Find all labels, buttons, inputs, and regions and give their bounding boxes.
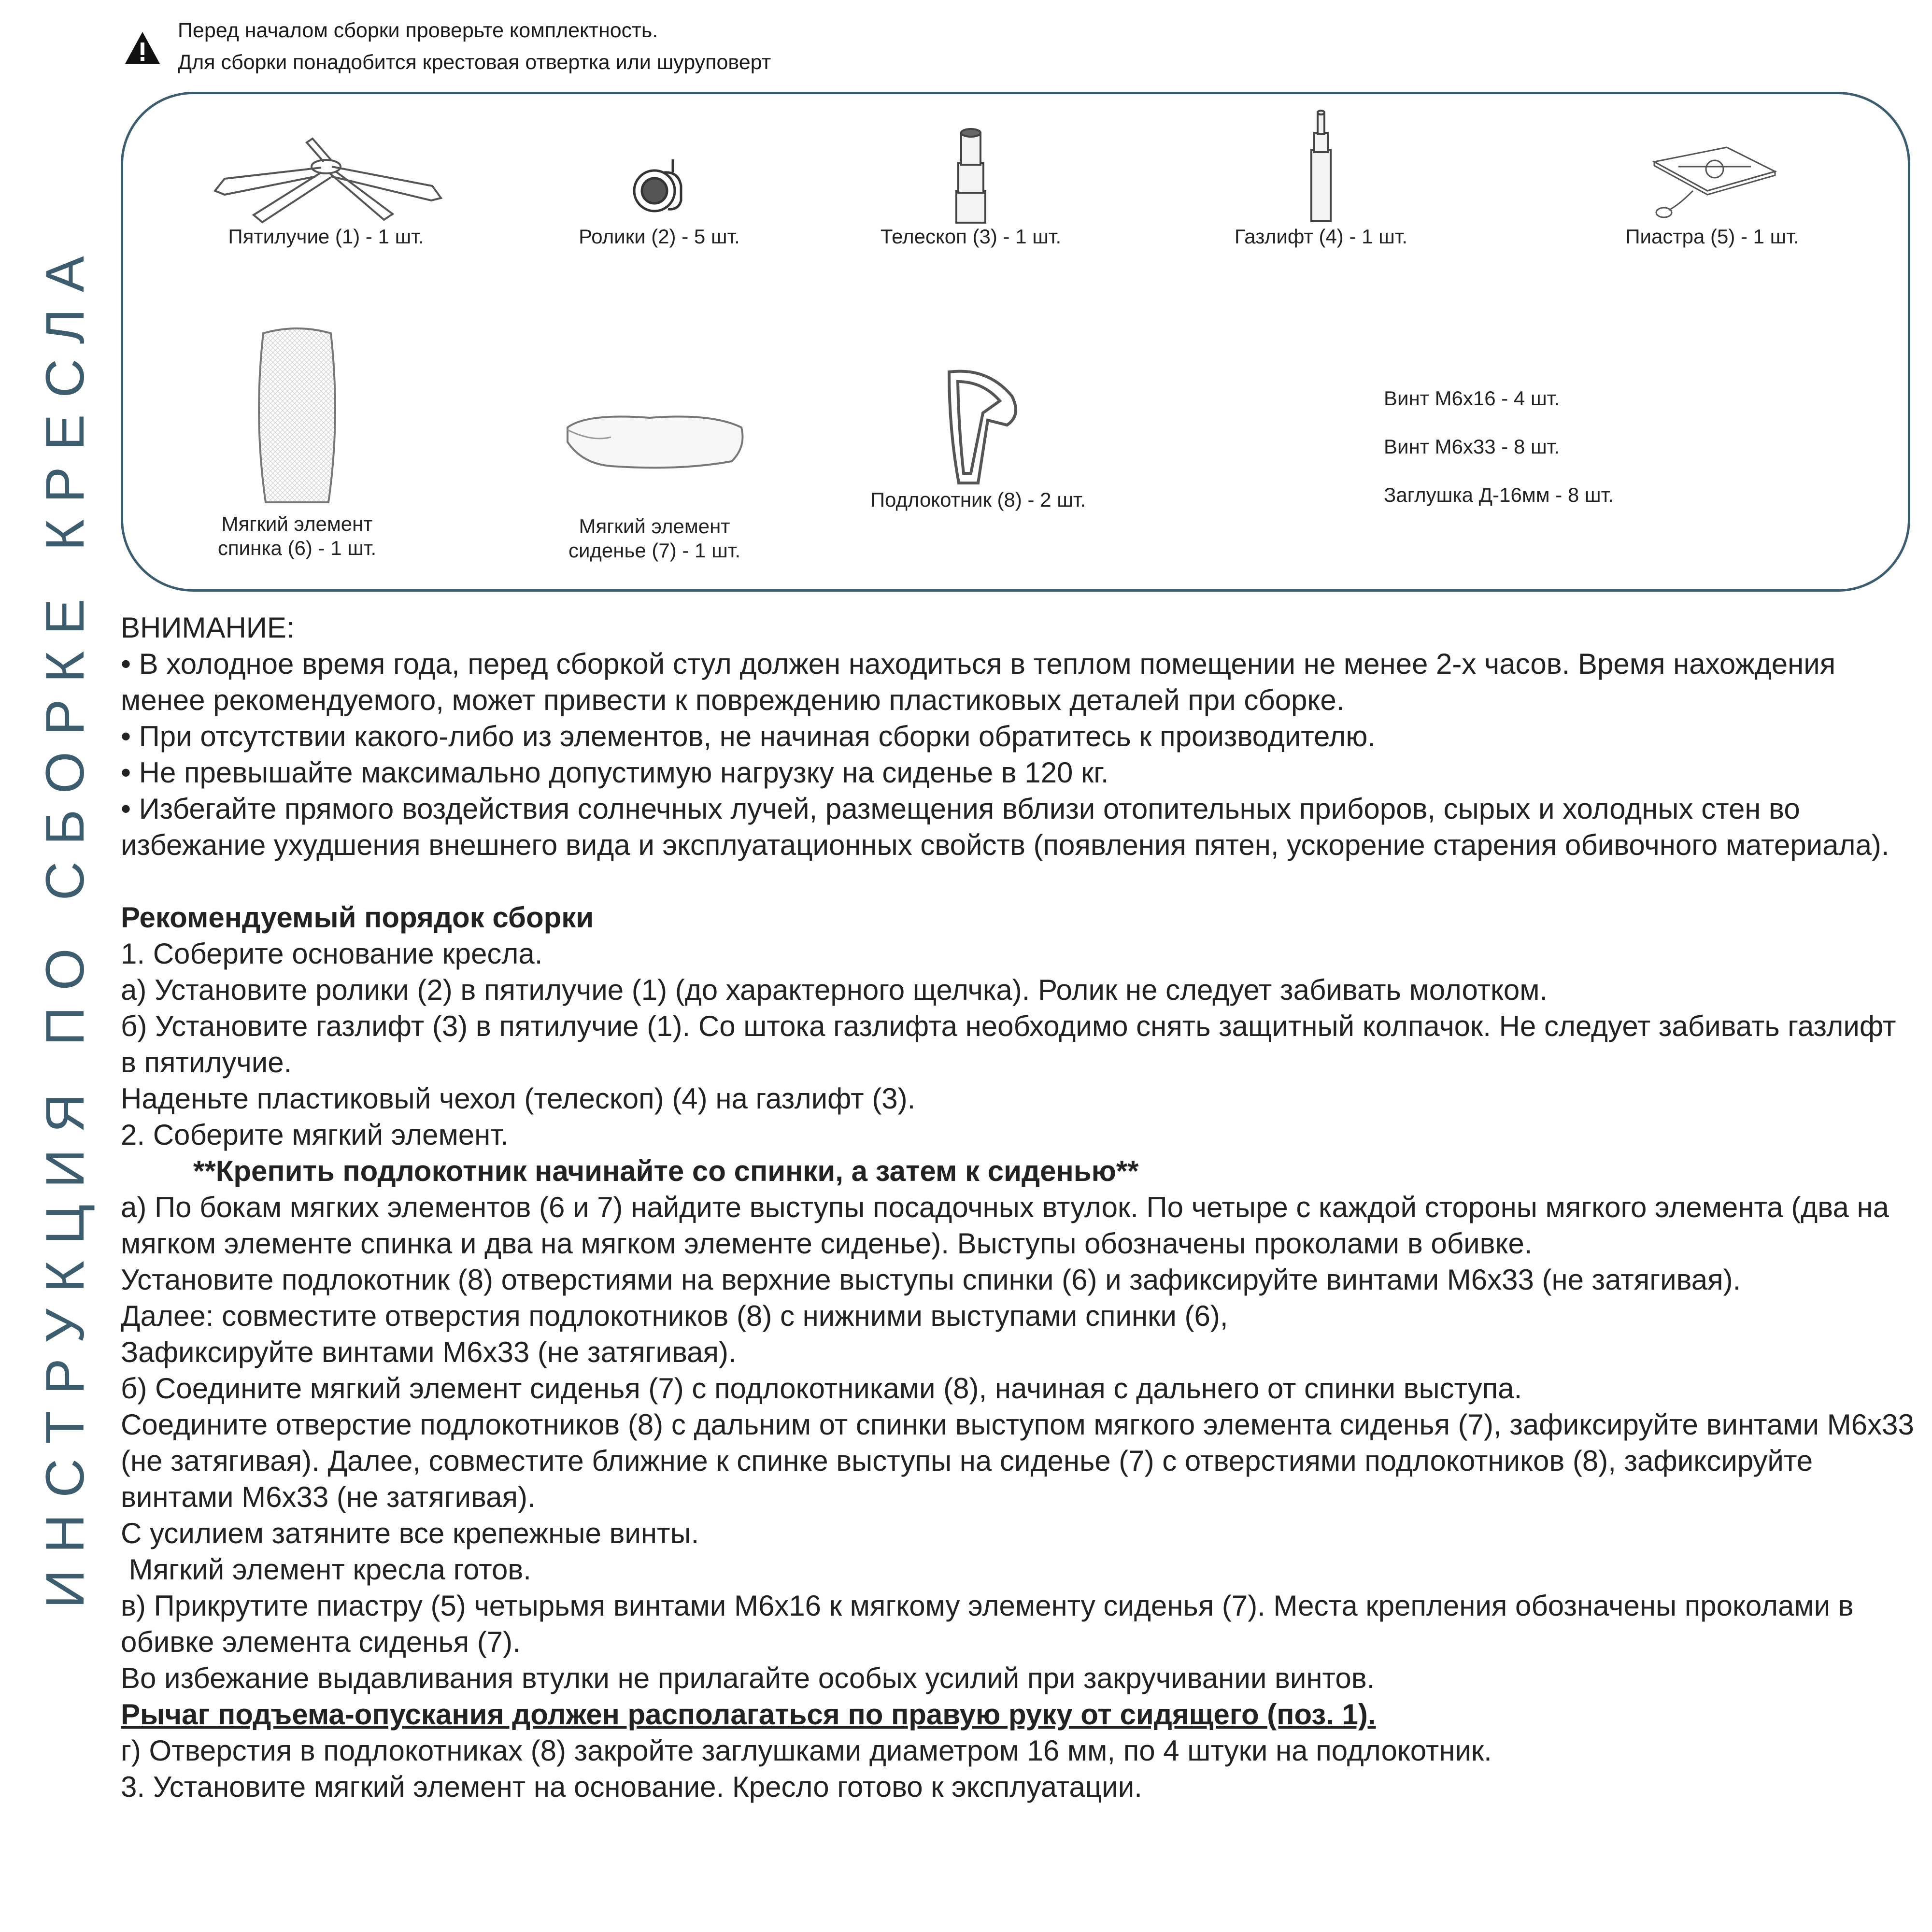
tilt-mechanism-icon [1635, 133, 1790, 225]
attention-bullet: • При отсутствии какого-либо из элементов, не начиная сборки обратитесь к производителю. [121, 720, 1376, 753]
part-label: Мягкий элемент спинка (6) - 1 шт. [217, 512, 377, 559]
star-base-icon [205, 133, 447, 225]
step-1c: Наденьте пластиковый чехол (телескоп) (4) на газлифт (3). [121, 1082, 916, 1115]
part-caster [563, 133, 756, 249]
part-seat [548, 374, 761, 563]
step-2: 2. Соберите мягкий элемент. [121, 1119, 509, 1151]
step-2a-2: Установите подлокотник (8) отверстиями на верхние выступы спинки (6) и зафиксируйте винтами М6х33 (не затягивая). [121, 1264, 1741, 1296]
step-3: 3. Установите мягкий элемент на основание. Кресло готово к эксплуатации. [121, 1771, 1142, 1803]
part-label: Мягкий элемент сиденье (7) - 1 шт. [568, 515, 741, 562]
warning-line-1: Перед началом сборки проверьте комплектность. [178, 19, 658, 42]
part-label: Пятилучие (1) - 1 шт. [228, 225, 424, 248]
part-tilt-mechanism [1596, 133, 1828, 249]
part-backrest [210, 324, 384, 560]
step-2b-4: Мягкий элемент кресла готов. [121, 1553, 531, 1586]
step-2-note: **Крепить подлокотник начинайте со спинки, а затем к сиденью** [193, 1155, 1139, 1187]
step-1: 1. Соберите основание кресла. [121, 938, 543, 970]
seat-icon [553, 374, 756, 514]
hardware-item: Винт М6х33 - 8 шт. [1384, 435, 1560, 458]
step-2a-3: Далее: совместите отверстия подлокотников (8) с нижними выступами спинки (6), [121, 1300, 1228, 1332]
step-2d: г) Отверстия в подлокотниках (8) закройте заглушками диаметром 16 мм, по 4 штуки на подлокотник. [121, 1734, 1492, 1767]
instructions-body [121, 610, 1918, 1805]
hardware-item: Заглушка Д-16мм - 8 шт. [1384, 483, 1614, 506]
step-2b: б) Соедините мягкий элемент сиденья (7) с подлокотниками (8), начиная с дальнего от спинки выступа. [121, 1372, 1522, 1405]
step-2c-2: Во избежание выдавливания втулки не прилагайте особых усилий при закручивании винтов. [121, 1662, 1375, 1694]
step-2c: в) Прикрутите пиастру (5) четырьмя винтами М6х16 к мягкому элементу сиденья (7). Места крепления обозначены проколами в обивке элемента сиденья (7). [121, 1590, 1854, 1658]
part-gas-lift [1220, 104, 1422, 249]
part-star-base [205, 133, 447, 249]
step-2a-4: Зафиксируйте винтами М6х33 (не затягивая). [121, 1336, 737, 1368]
attention-title: ВНИМАНИЕ: [121, 611, 295, 644]
step-2a: а) По бокам мягких элементов (6 и 7) найдите выступы посадочных втулок. По четыре с каждой стороны мягкого элемента (два на мягком элементе спинка и два на мягком элементе сиденье). Выступы обозначены проколами в обивке. [121, 1191, 1889, 1260]
warning-line-2: Для сборки понадобится крестовая отвертка или шуруповерт [178, 51, 771, 74]
backrest-icon [244, 324, 350, 512]
attention-bullet: • Избегайте прямого воздействия солнечных лучей, размещения вблизи отопительных приборов, сырых и холодных стен во избежание ухудшения внешнего вида и эксплуатационных свойств (появления пятен, ускорение старения обивочного материала). [121, 793, 1889, 861]
part-label: Ролики (2) - 5 шт. [579, 225, 740, 248]
part-label: Пиастра (5) - 1 шт. [1625, 225, 1799, 248]
caster-wheel-icon [611, 133, 708, 225]
hardware-list [1384, 374, 1614, 519]
part-label: Телескоп (3) - 1 шт. [880, 225, 1062, 248]
step-2c-3: Рычаг подъема-опускания должен располагаться по правую руку от сидящего (поз. 1). [121, 1698, 1376, 1731]
hardware-item: Винт М6х16 - 4 шт. [1384, 387, 1560, 410]
step-1b: б) Установите газлифт (3) в пятилучие (1). Со штока газлифта необходимо снять защитный колпачок. Не следует забивать газлифт в пятилучие. [121, 1010, 1896, 1079]
side-title: ИНСТРУКЦИЯ ПО СБОРКЕ КРЕСЛА [35, 240, 95, 1608]
step-1a: а) Установите ролики (2) в пятилучие (1) (до характерного щелчка). Ролик не следует забивать молотком. [121, 974, 1548, 1006]
attention-bullet: • В холодное время года, перед сборкой стул должен находиться в теплом помещении не менее 2-х часов. Время нахождения менее рекомендуемого, может привести к повреждению пластиковых деталей при сборке. [121, 648, 1836, 716]
step-2b-3: С усилием затяните все крепежные винты. [121, 1517, 699, 1549]
part-telescope [869, 118, 1072, 249]
part-label: Подлокотник (8) - 2 шт. [870, 488, 1086, 511]
warning-icon [123, 29, 162, 68]
assembly-title: Рекомендуемый порядок сборки [121, 901, 594, 934]
parts-box [121, 92, 1910, 592]
part-label: Газлифт (4) - 1 шт. [1234, 225, 1408, 248]
telescope-icon [923, 118, 1019, 225]
gas-lift-icon [1273, 104, 1369, 225]
armrest-icon [920, 362, 1036, 488]
part-armrest [852, 362, 1104, 512]
step-2b-2: Соедините отверстие подлокотников (8) с дальним от спинки выступом мягкого элемента сиденья (7), зафиксируйте винтами М6х33 (не затягивая). Далее, совместите ближние к спинке выступы на сиденье (7) с отверстиями подлокотников (8), зафиксируйте винтами М6х33 (не затягивая). [121, 1408, 1914, 1513]
attention-bullet: • Не превышайте максимально допустимую нагрузку на сиденье в 120 кг. [121, 756, 1109, 789]
